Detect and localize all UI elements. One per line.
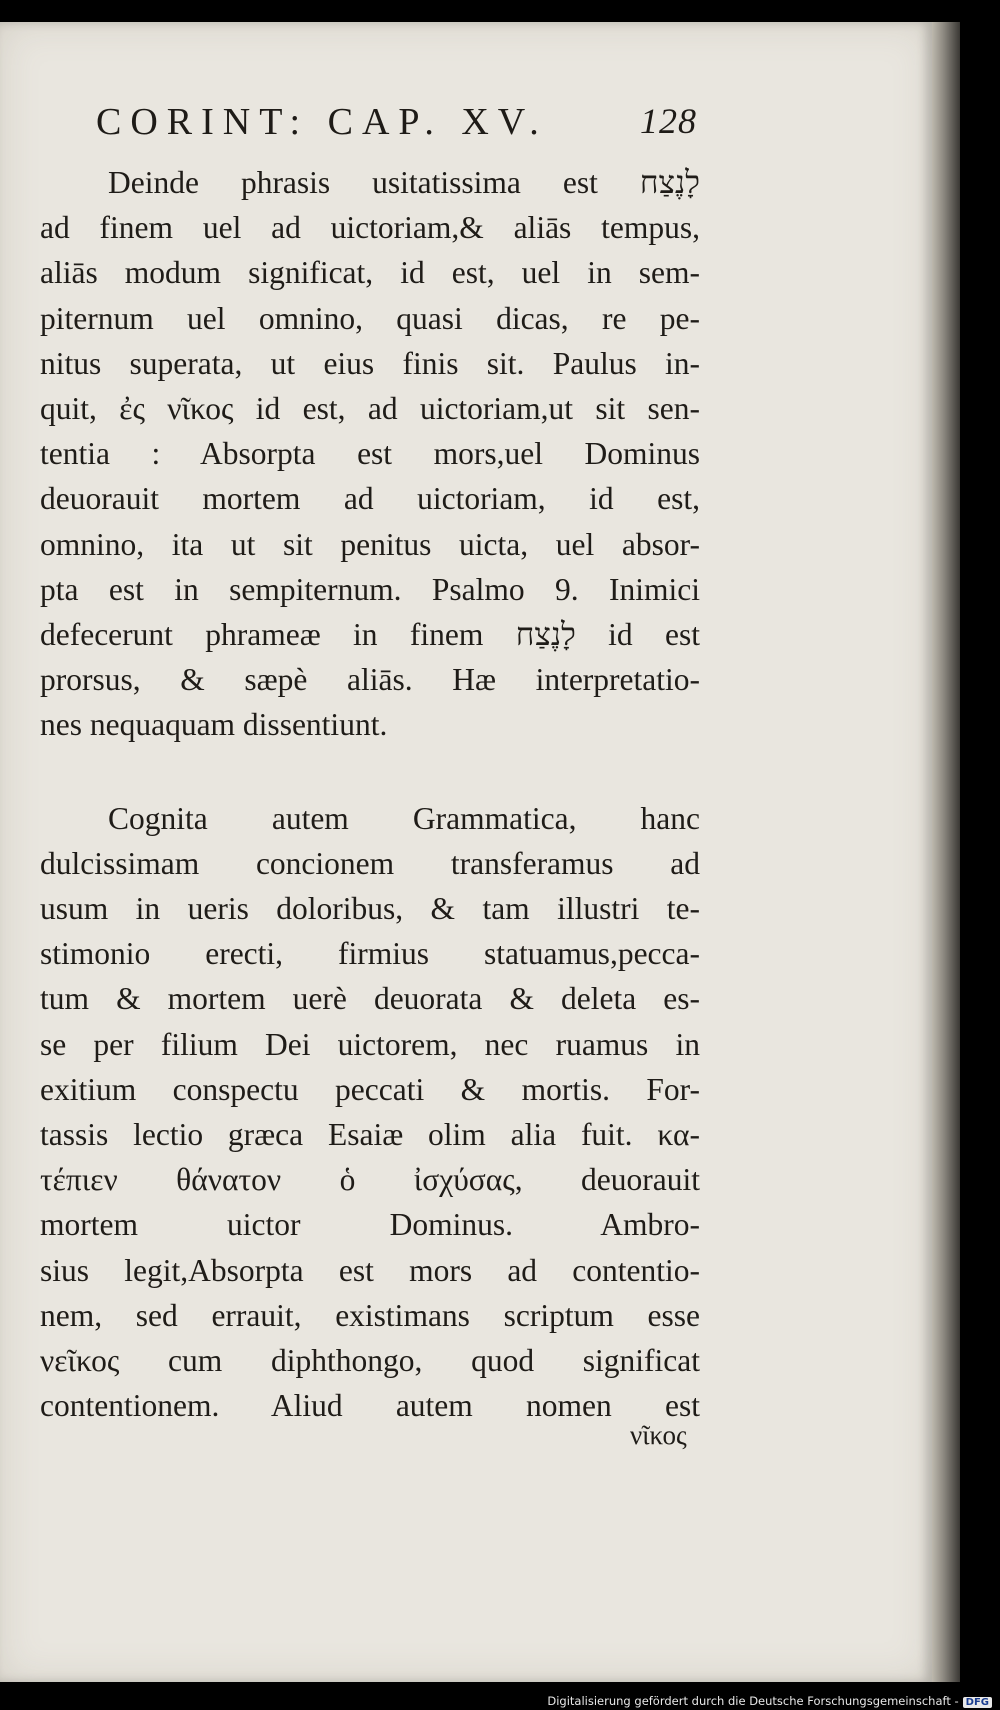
text-line: piternum uel omnino, quasi dicas, re pe- xyxy=(40,300,700,336)
paragraph-2 xyxy=(40,796,700,1429)
text-line: defecerunt phrameæ in finem לָנֶצַח id est xyxy=(40,617,700,653)
text-line: tentia : Absorpta est mors,uel Dominus xyxy=(40,436,700,472)
text-line: Deinde phrasis usitatissima est לָנֶצַח xyxy=(108,165,700,200)
text-line: nitus superata, ut eius finis sit. Paulus in- xyxy=(40,345,700,381)
text-line: quit, ἐς νῖκος id est, ad uictoriam,ut sit sen- xyxy=(40,391,700,427)
credit-text: Digitalisierung gefördert durch die Deutsche Forschungsgemeinschaft - xyxy=(547,1694,959,1708)
paragraph-gap xyxy=(40,748,700,796)
dfg-logo: DFG xyxy=(963,1697,992,1708)
text-line: νεῖκος cum diphthongo, quod significat xyxy=(40,1343,700,1379)
text-line: mortem uictor Dominus. Ambro- xyxy=(40,1207,700,1243)
text-line: exitium conspectu peccati & mortis. For- xyxy=(40,1071,700,1107)
text-line: pta est in sempiternum. Psalmo 9. Inimici xyxy=(40,571,700,607)
text-line: stimonio erecti, firmius statuamus,pecca- xyxy=(40,936,700,972)
text-line: Cognita autem Grammatica, hanc xyxy=(108,800,700,836)
page-edge xyxy=(932,22,960,1682)
catchword: νῖκος xyxy=(630,1420,687,1450)
text-line: se per filium Dei uictorem, nec ruamus in xyxy=(40,1026,700,1062)
text-line: contentionem. Aliud autem nomen est xyxy=(40,1388,700,1424)
text-line: omnino, ita ut sit penitus uicta, uel absor- xyxy=(40,526,700,562)
page-body xyxy=(40,160,700,1428)
text-line: deuorauit mortem ad uictoriam, id est, xyxy=(40,481,700,517)
text-line: ad finem uel ad uictoriam,& aliās tempus, xyxy=(40,210,700,246)
digitization-credit xyxy=(547,1694,992,1708)
text-line: tum & mortem uerè deuorata & deleta es- xyxy=(40,981,700,1017)
text-line: tassis lectio græca Esaiæ olim alia fuit. κα- xyxy=(40,1117,700,1153)
text-line: aliās modum significat, id est, uel in sem- xyxy=(40,255,700,291)
page-number: 128 xyxy=(640,101,697,141)
text-line: nes nequaquam dissentiunt. xyxy=(40,707,388,743)
text-line: usum in ueris doloribus, & tam illustri te- xyxy=(40,891,700,927)
text-line: τέπιεν θάνατον ὁ ἰσχύσας, deuorauit xyxy=(40,1162,700,1198)
running-head: CORINT: CAP. XV. xyxy=(96,101,548,143)
text-line: dulcissimam concionem transferamus ad xyxy=(40,845,700,881)
paragraph-1 xyxy=(40,160,700,748)
text-line: prorsus, & sæpè aliās. Hæ interpretatio- xyxy=(40,662,700,698)
text-line: sius legit,Absorpta est mors ad contentio- xyxy=(40,1252,700,1288)
text-line: nem, sed errauit, existimans scriptum esse xyxy=(40,1297,700,1333)
